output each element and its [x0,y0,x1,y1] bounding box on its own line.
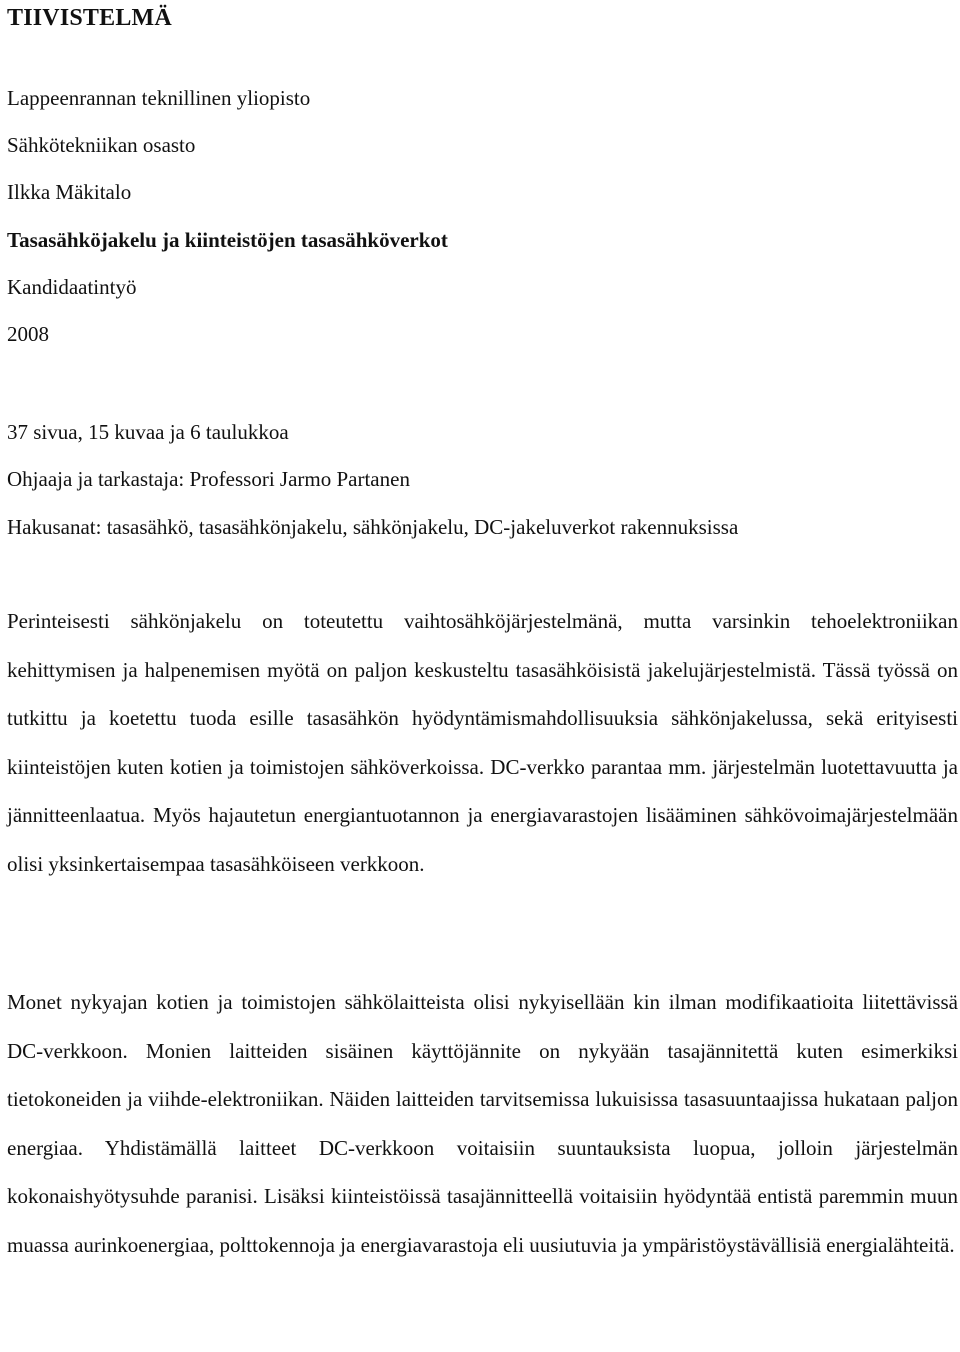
supervisor-line: Ohjaaja ja tarkastaja: Professori Jarmo Partanen [7,467,410,491]
department-line: Sähkötekniikan osasto [7,133,196,157]
abstract-paragraph-1: Perinteisesti sähkönjakelu on toteutettu vaihtosähköjärjestelmänä, mutta varsinkin tehoelektroniikan kehittymisen ja halpenemisen myötä on paljon keskusteltu tasasähköisistä jakelujärjestelmistä. Tässä työssä on tutkittu ja koetettu tuoda esille tasasähkön hyödyntämismahdollisuuksia sähkönjakelussa, sekä erityisesti kiinteistöjen kuten kotien ja toimistojen sähköverkoissa. DC-verkko parantaa mm. järjestelmän luotettavuutta ja jännitteenlaatua. Myös hajautetun energiantuotannon ja energiavarastojen lisääminen sähkövoimajärjestelmään olisi yksinkertaisempaa tasasähköiseen verkkoon. [7,609,958,876]
abstract-paragraph-2: Monet nykyajan kotien ja toimistojen sähkölaitteista olisi nykyisellään kin ilman modifikaatioita liitettävissä DC-verkkoon. Monien laitteiden sisäinen käyttöjännite on nykyään tasajännitettä kuten esimerkiksi tietokoneiden ja viihde-elektroniikan. Näiden laitteiden tarvitsemissa lukuisissa tasasuuntaajissa hukataan paljon energiaa. Yhdistämällä laitteet DC-verkkoon voitaisiin suuntauksista luopua, jolloin järjestelmän kokonaishyötysuhde paranisi. Lisäksi kiinteistöissä tasajännitteellä voitaisiin hyödyntää entistä paremmin muun muassa aurinkoenergiaa, polttokennoja ja energiavarastoja eli uusiutuvia ja ympäristöystävällisiä energialähteitä. [7,990,958,1257]
page-count-line: 37 sivua, 15 kuvaa ja 6 taulukkoa [7,420,289,444]
thesis-type-line: Kandidaatintyö [7,275,137,299]
university-line: Lappeenrannan teknillinen yliopisto [7,86,311,110]
keywords-line: Hakusanat: tasasähkö, tasasähkönjakelu, sähkönjakelu, DC-jakeluverkot rakennuksissa [7,515,739,539]
page-heading: TIIVISTELMÄ [7,5,172,31]
author-line: Ilkka Mäkitalo [7,180,132,204]
year-line: 2008 [7,322,49,346]
thesis-title: Tasasähköjakelu ja kiinteistöjen tasasähköverkot [7,228,448,252]
